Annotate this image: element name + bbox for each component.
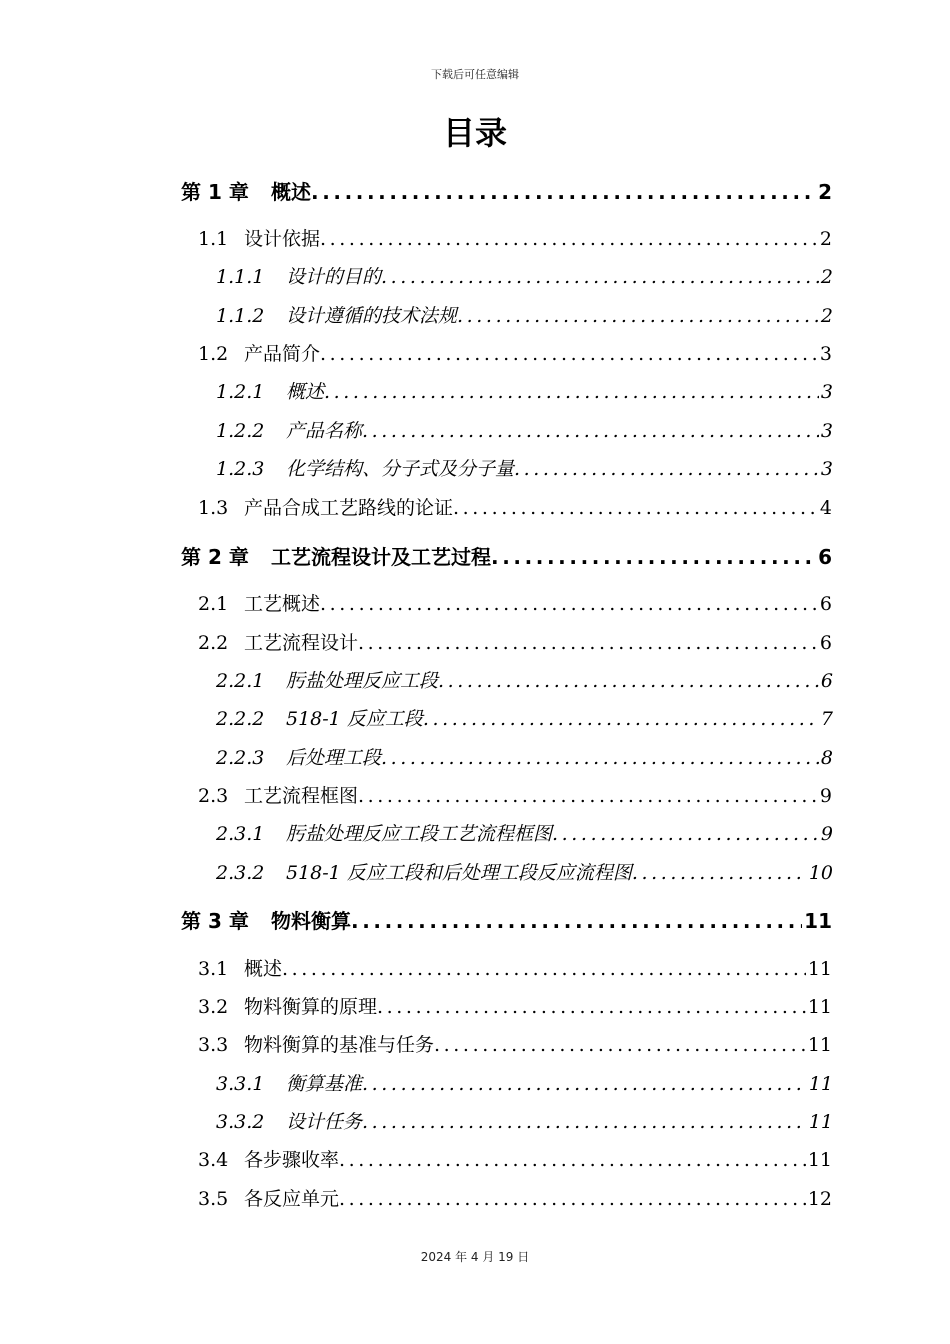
toc-entry[interactable] [198,1151,832,1170]
toc-dot-leader [362,1075,807,1094]
toc-entry[interactable] [198,787,832,806]
toc-entry-number: 3.3.1 [216,1073,265,1095]
toc-dot-leader [320,230,818,249]
toc-entry-page-number: 3 [820,381,833,403]
toc-entry[interactable] [216,1113,833,1132]
toc-entry-number: 2.2.3 [216,747,265,769]
toc-entry-page-number: 11 [808,1111,833,1133]
toc-dot-leader [381,749,819,768]
toc-entry[interactable] [216,749,833,768]
toc-entry-number: 2.2 [198,632,229,654]
toc-entry-title: 产品合成工艺路线的论证 [244,497,454,519]
toc-entry[interactable] [198,1036,832,1055]
toc-entry[interactable] [198,634,832,653]
toc-entry-number: 2.3.2 [216,862,265,884]
toc-entry-title: 工艺流程框图 [244,785,359,807]
toc-entry-title: 设计任务 [286,1111,363,1133]
toc-entry-title: 肟盐处理反应工段工艺流程框图 [286,823,553,845]
toc-entry[interactable] [216,1075,833,1094]
toc-dot-leader [339,1151,806,1170]
toc-entry-title: 产品名称 [286,420,363,442]
toc-dot-leader [453,499,818,518]
toc-entry-page-number: 11 [807,1034,832,1056]
toc-dot-leader [324,383,819,402]
toc-entry-number: 3.3 [198,1034,229,1056]
toc-entry-title: 物料衡算的基准与任务 [244,1034,435,1056]
toc-dot-leader [423,710,819,729]
toc-entry[interactable] [216,268,833,287]
toc-entry-page-number: 6 [819,593,832,615]
toc-entry-number: 2.1 [198,593,229,615]
toc-entry-page-number: 2 [818,180,832,204]
toc-entry-number: 1.2 [198,343,229,365]
toc-dot-leader [311,182,816,202]
toc-dot-leader [362,1113,807,1132]
toc-entry-page-number: 10 [808,862,833,884]
toc-entry-page-number: 6 [818,545,832,569]
toc-dot-leader [438,672,819,691]
toc-entry-page-number: 9 [819,785,832,807]
toc-entry-number: 第 1 章 [181,180,249,204]
toc-entry-number: 3.5 [198,1188,229,1210]
toc-entry-page-number: 2 [820,305,833,327]
toc-entry-number: 1.2.3 [216,458,265,480]
toc-dot-leader [362,422,819,441]
toc-dot-leader [632,864,807,883]
toc-entry[interactable] [198,1190,832,1209]
toc-entry[interactable] [181,911,832,931]
toc-entry-title: 工艺流程设计 [244,632,359,654]
toc-dot-leader [320,595,818,614]
toc-entry-title: 概述 [286,381,325,403]
toc-entry-title: 各步骤收率 [244,1149,340,1171]
toc-entry[interactable] [198,998,832,1017]
toc-entry[interactable] [216,864,833,883]
toc-entry-page-number: 11 [808,1073,833,1095]
toc-entry-title: 肟盐处理反应工段 [286,670,439,692]
toc-dot-leader [358,787,818,806]
toc-entry-title: 设计的目的 [286,266,382,288]
toc-dot-leader [351,911,802,931]
toc-entry-number: 3.4 [198,1149,229,1171]
toc-entry-page-number: 11 [804,909,832,933]
toc-entry-number: 3.3.2 [216,1111,265,1133]
toc-entry-title: 设计遵循的技术法规 [286,305,458,327]
toc-entry-title: 设计依据 [244,228,321,250]
toc-entry[interactable] [216,422,833,441]
toc-dot-leader [377,998,806,1017]
toc-entry-page-number: 2 [819,228,832,250]
toc-dot-leader [491,547,816,567]
toc-entry-title: 后处理工段 [286,747,382,769]
toc-entry-number: 1.2.2 [216,420,265,442]
toc-entry-number: 2.2.2 [216,708,265,730]
toc-dot-leader [320,345,818,364]
toc-entry-number: 1.1.1 [216,266,265,288]
toc-entry-title: 物料衡算的原理 [244,996,378,1018]
page-footer-date: 2024 年 4 月 19 日 [420,1250,530,1264]
toc-entry-page-number: 2 [820,266,833,288]
toc-entry-page-number: 8 [820,747,833,769]
toc-entry-page-number: 6 [820,670,833,692]
toc-entry-page-number: 4 [819,497,832,519]
toc-entry-title: 概述 [244,958,283,980]
toc-entry[interactable] [216,307,833,326]
toc-entry[interactable] [198,345,832,364]
toc-entry[interactable] [198,499,832,518]
toc-entry-page-number: 3 [819,343,832,365]
toc-entry-page-number: 6 [819,632,832,654]
toc-entry-number: 1.2.1 [216,381,265,403]
toc-entry[interactable] [198,595,832,614]
toc-entry-number: 2.3.1 [216,823,265,845]
toc-dot-leader [358,634,818,653]
toc-entry-number: 3.2 [198,996,229,1018]
toc-entry-page-number: 3 [820,420,833,442]
toc-entry[interactable] [198,960,832,979]
toc-entry[interactable] [181,547,832,567]
toc-dot-leader [381,268,819,287]
toc-entry-number: 2.3 [198,785,229,807]
toc-entry-number: 1.3 [198,497,229,519]
toc-entry-page-number: 3 [820,458,833,480]
toc-entry[interactable] [181,182,832,202]
toc-entry-title: 工艺流程设计及工艺过程 [271,545,491,569]
toc-entry-number: 1.1.2 [216,305,265,327]
toc-entry-number: 第 3 章 [181,909,249,933]
toc-entry-title: 518-1 反应工段 [286,708,423,730]
toc-dot-leader [552,825,819,844]
toc-entry[interactable] [216,672,833,691]
toc-entry[interactable] [198,230,832,249]
toc-entry-page-number: 11 [807,1149,832,1171]
toc-entry[interactable] [216,710,833,729]
toc-entry-page-number: 7 [820,708,833,730]
toc-dot-leader [434,1036,806,1055]
toc-dot-leader [282,960,806,979]
page-header: 下载后可任意编辑 [431,68,519,81]
toc-entry-title: 化学结构、分子式及分子量 [286,458,515,480]
toc-dot-leader [514,460,819,479]
toc-entry-title: 产品简介 [244,343,321,365]
toc-entry[interactable] [216,460,833,479]
toc-entry-number: 第 2 章 [181,545,249,569]
toc-entry-page-number: 11 [807,996,832,1018]
toc-dot-leader [457,307,819,326]
toc-entry[interactable] [216,383,833,402]
toc-entry-page-number: 12 [807,1188,832,1210]
toc-entry-title: 518-1 反应工段和后处理工段反应流程图 [286,862,632,884]
toc-entry-title: 物料衡算 [271,909,351,933]
toc-entry-page-number: 9 [820,823,833,845]
toc-entry-number: 1.1 [198,228,229,250]
toc-entry-title: 概述 [271,180,311,204]
page-title: 目录 [442,114,507,152]
toc-entry[interactable] [216,825,833,844]
toc-entry-page-number: 11 [807,958,832,980]
toc-entry-title: 工艺概述 [244,593,321,615]
toc-entry-number: 2.2.1 [216,670,265,692]
toc-entry-title: 各反应单元 [244,1188,340,1210]
toc-dot-leader [339,1190,806,1209]
toc-entry-number: 3.1 [198,958,229,980]
toc-entry-title: 衡算基准 [286,1073,363,1095]
